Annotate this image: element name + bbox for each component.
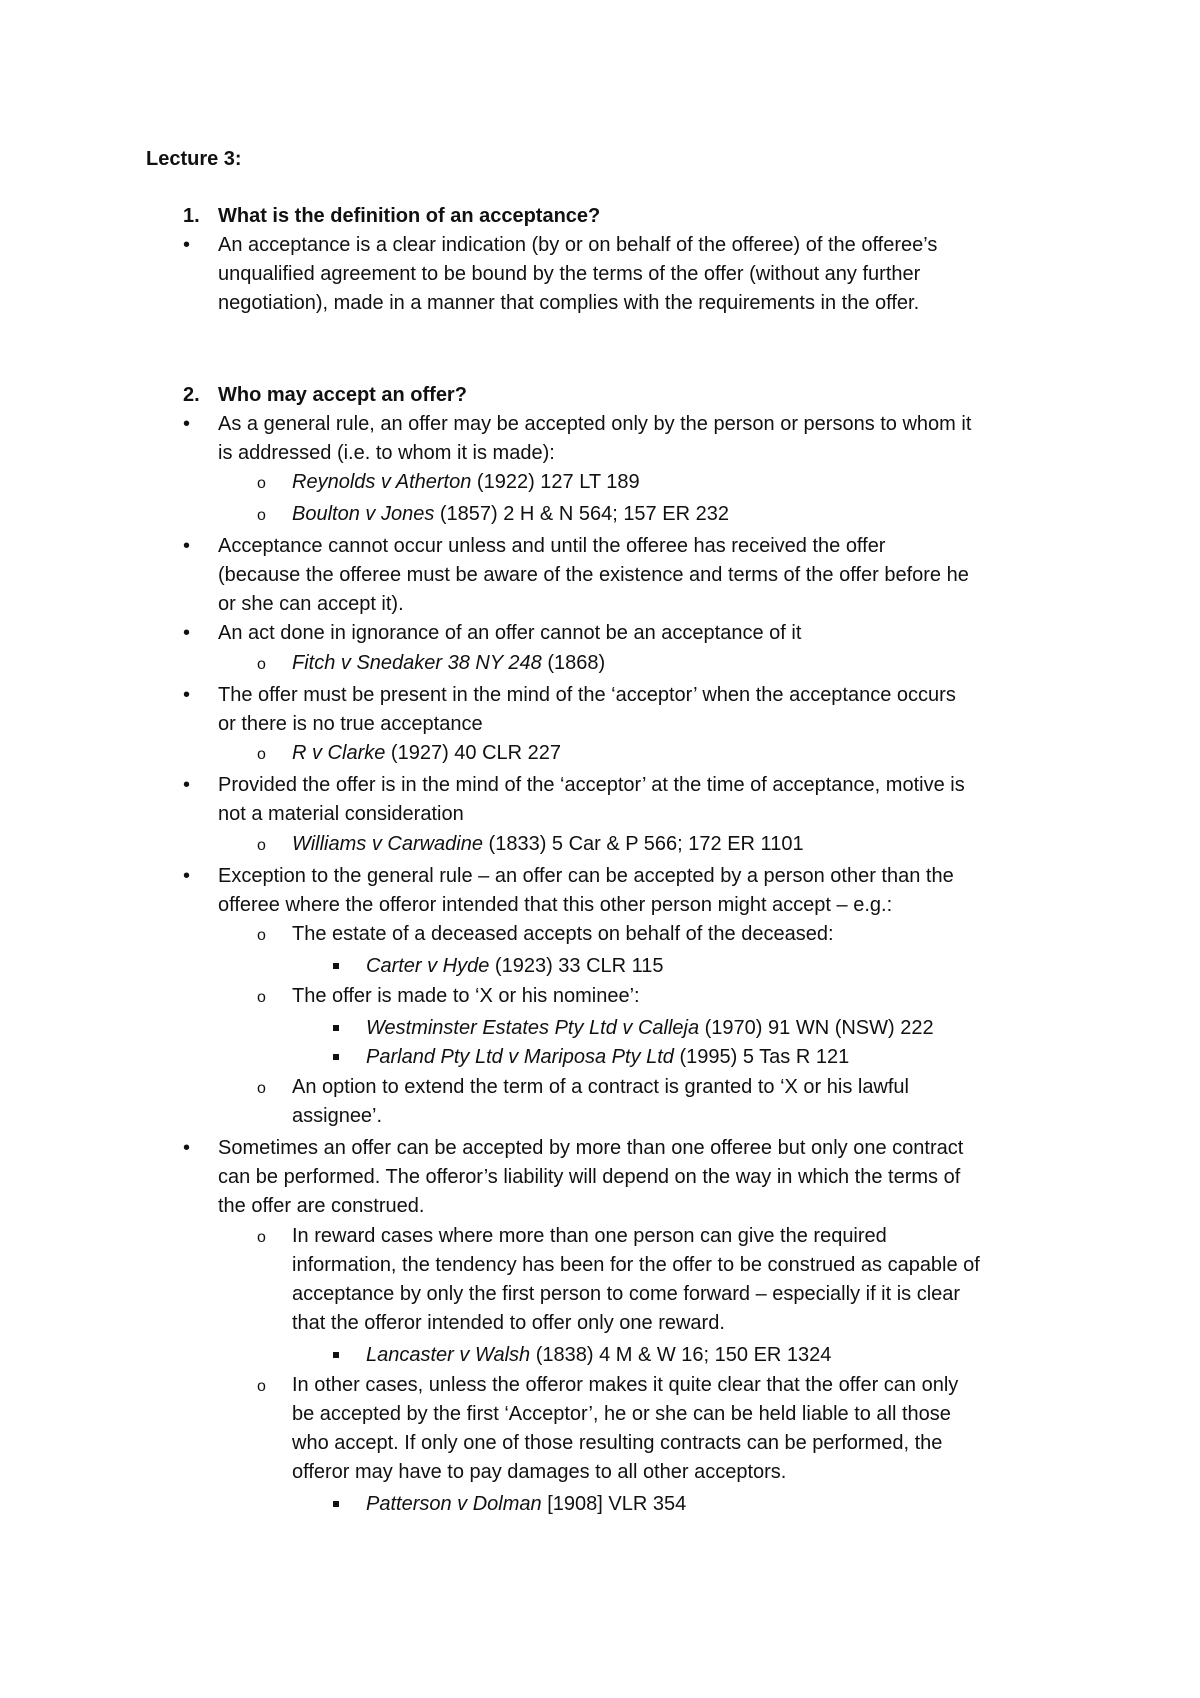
text-span: (1927) 40 CLR 227 xyxy=(385,742,562,764)
text-span: An option to extend the term of a contract is granted to ‘X or his lawful xyxy=(292,1076,910,1098)
text-span: information, the tendency has been for the offer to be construed as capable of xyxy=(292,1254,980,1276)
text-line xyxy=(292,651,605,675)
sub-bullet-icon: o xyxy=(257,1229,266,1246)
bullet-icon: • xyxy=(183,1137,191,1159)
text-span: (1838) 4 M & W 16; 150 ER 1324 xyxy=(530,1344,832,1366)
text-span: assignee’. xyxy=(292,1105,383,1127)
square-bullet-icon xyxy=(333,963,339,969)
text-line xyxy=(366,1343,831,1367)
bullet-icon: • xyxy=(183,684,191,706)
text-line xyxy=(292,832,804,856)
case-name: Reynolds v Atherton xyxy=(292,471,472,493)
sub-bullet-icon: o xyxy=(257,989,266,1006)
text-line xyxy=(292,1373,958,1397)
text-line xyxy=(218,683,956,707)
text-line xyxy=(292,1402,951,1426)
text-line xyxy=(218,563,969,587)
text-line xyxy=(218,864,954,888)
text-line xyxy=(292,502,729,526)
text-span: In reward cases where more than one person can give the required xyxy=(292,1225,887,1247)
text-line xyxy=(218,712,483,736)
case-name: Westminster Estates Pty Ltd v Calleja xyxy=(366,1017,700,1039)
case-name: Lancaster v Walsh xyxy=(366,1344,531,1366)
text-span: or she can accept it). xyxy=(218,593,404,615)
text-span: (1833) 5 Car & P 566; 172 ER 1101 xyxy=(482,833,804,855)
sub-bullet-icon: o xyxy=(257,1080,266,1097)
sub-bullet-icon: o xyxy=(257,1378,266,1395)
text-span: Sometimes an offer can be accepted by more than one offeree but only one contract xyxy=(218,1137,964,1159)
text-line xyxy=(292,1282,960,1306)
text-span: is addressed (i.e. to whom it is made): xyxy=(218,442,555,464)
text-line xyxy=(292,1253,980,1277)
text-line xyxy=(292,984,640,1008)
text-line xyxy=(218,621,801,645)
text-span: (1922) 127 LT 189 xyxy=(471,471,640,493)
text-line xyxy=(218,893,892,917)
text-span: can be performed. The offeror’s liability will depend on the way in which the terms of xyxy=(218,1166,961,1188)
sub-bullet-icon: o xyxy=(257,475,266,492)
text-span: Exception to the general rule – an offer can be accepted by a person other than the xyxy=(218,865,954,887)
text-line xyxy=(292,470,640,494)
text-line xyxy=(292,1075,909,1099)
text-span: Who may accept an offer? xyxy=(218,384,467,406)
case-name: Parland Pty Ltd v Mariposa Pty Ltd xyxy=(366,1046,674,1068)
text-span: or there is no true acceptance xyxy=(218,713,483,735)
text-span: The offer is made to ‘X or his nominee’: xyxy=(292,985,640,1007)
text-span: (1995) 5 Tas R 121 xyxy=(673,1046,850,1068)
text-line xyxy=(366,1492,686,1516)
square-bullet-icon xyxy=(333,1054,339,1060)
text-span: the offer are construed. xyxy=(218,1195,425,1217)
text-span: offeror may have to pay damages to all other acceptors. xyxy=(292,1461,787,1483)
text-line xyxy=(292,922,834,946)
text-line xyxy=(218,534,885,558)
page-title: Lecture 3: xyxy=(146,148,242,170)
sub-bullet-icon: o xyxy=(257,837,266,854)
case-name: Carter v Hyde xyxy=(366,955,490,977)
list-number: 2. xyxy=(183,384,200,406)
text-span: (because the offeree must be aware of the existence and terms of the offer before he xyxy=(218,564,969,586)
text-line xyxy=(366,1045,849,1069)
list-number: 1. xyxy=(183,205,200,227)
text-line xyxy=(366,954,664,978)
text-line xyxy=(218,1165,960,1189)
case-name: Williams v Carwadine xyxy=(292,833,483,855)
sub-bullet-icon: o xyxy=(257,927,266,944)
text-line xyxy=(292,1311,725,1335)
section-heading xyxy=(218,204,600,228)
sub-bullet-icon: o xyxy=(257,507,266,524)
text-line xyxy=(292,1104,382,1128)
text-span: Acceptance cannot occur unless and until the offeree has received the offer xyxy=(218,535,886,557)
text-line xyxy=(218,262,920,286)
bullet-icon: • xyxy=(183,774,191,796)
text-line xyxy=(292,1460,786,1484)
text-line xyxy=(292,1224,887,1248)
text-span: (1868) xyxy=(541,652,606,674)
bullet-icon: • xyxy=(183,865,191,887)
text-line xyxy=(366,1016,934,1040)
text-span: As a general rule, an offer may be accepted only by the person or persons to whom it xyxy=(218,413,972,435)
text-line xyxy=(218,233,937,257)
text-line xyxy=(218,1194,424,1218)
text-span: be accepted by the first ‘Acceptor’, he or she can be held liable to all those xyxy=(292,1403,951,1425)
text-span: (1923) 33 CLR 115 xyxy=(489,955,664,977)
text-span: acceptance by only the first person to come forward – especially if it is clear xyxy=(292,1283,961,1305)
text-line xyxy=(292,741,561,765)
text-span: (1857) 2 H & N 564; 157 ER 232 xyxy=(434,503,729,525)
text-span: that the offeror intended to offer only one reward. xyxy=(292,1312,725,1334)
bullet-icon: • xyxy=(183,622,191,644)
text-line xyxy=(218,412,971,436)
square-bullet-icon xyxy=(333,1025,339,1031)
text-line xyxy=(218,441,555,465)
text-span: offeree where the offeror intended that this other person might accept – e.g.: xyxy=(218,894,893,916)
text-span: [1908] VLR 354 xyxy=(541,1493,687,1515)
text-line xyxy=(218,291,919,315)
sub-bullet-icon: o xyxy=(257,656,266,673)
text-span: What is the definition of an acceptance? xyxy=(218,205,601,227)
text-line xyxy=(218,592,404,616)
case-name: Boulton v Jones xyxy=(292,503,435,525)
square-bullet-icon xyxy=(333,1352,339,1358)
section-heading xyxy=(218,383,467,407)
text-line xyxy=(218,773,965,797)
text-span: The estate of a deceased accepts on behalf of the deceased: xyxy=(292,923,834,945)
bullet-icon: • xyxy=(183,535,191,557)
text-span: who accept. If only one of those resulting contracts can be performed, the xyxy=(292,1432,943,1454)
text-span: unqualified agreement to be bound by the terms of the offer (without any further xyxy=(218,263,921,285)
sub-bullet-icon: o xyxy=(257,746,266,763)
text-span: not a material consideration xyxy=(218,803,464,825)
text-line xyxy=(218,802,464,826)
bullet-icon: • xyxy=(183,413,191,435)
text-span: In other cases, unless the offeror makes it quite clear that the offer can only xyxy=(292,1374,959,1396)
text-line xyxy=(218,1136,963,1160)
text-span: Provided the offer is in the mind of the ‘acceptor’ at the time of acceptance, motive is xyxy=(218,774,965,796)
text-span: An act done in ignorance of an offer cannot be an acceptance of it xyxy=(218,622,802,644)
bullet-icon: • xyxy=(183,234,191,256)
case-name: Patterson v Dolman xyxy=(366,1493,542,1515)
text-span: (1970) 91 WN (NSW) 222 xyxy=(699,1017,934,1039)
text-span: An acceptance is a clear indication (by or on behalf of the offeree) of the offeree’s xyxy=(218,234,938,256)
text-span: negotiation), made in a manner that complies with the requirements in the offer. xyxy=(218,292,920,314)
text-span: The offer must be present in the mind of the ‘acceptor’ when the acceptance occurs xyxy=(218,684,956,706)
square-bullet-icon xyxy=(333,1501,339,1507)
case-name: R v Clarke xyxy=(292,742,386,764)
text-line xyxy=(292,1431,942,1455)
case-name: Fitch v Snedaker 38 NY 248 xyxy=(292,652,542,674)
